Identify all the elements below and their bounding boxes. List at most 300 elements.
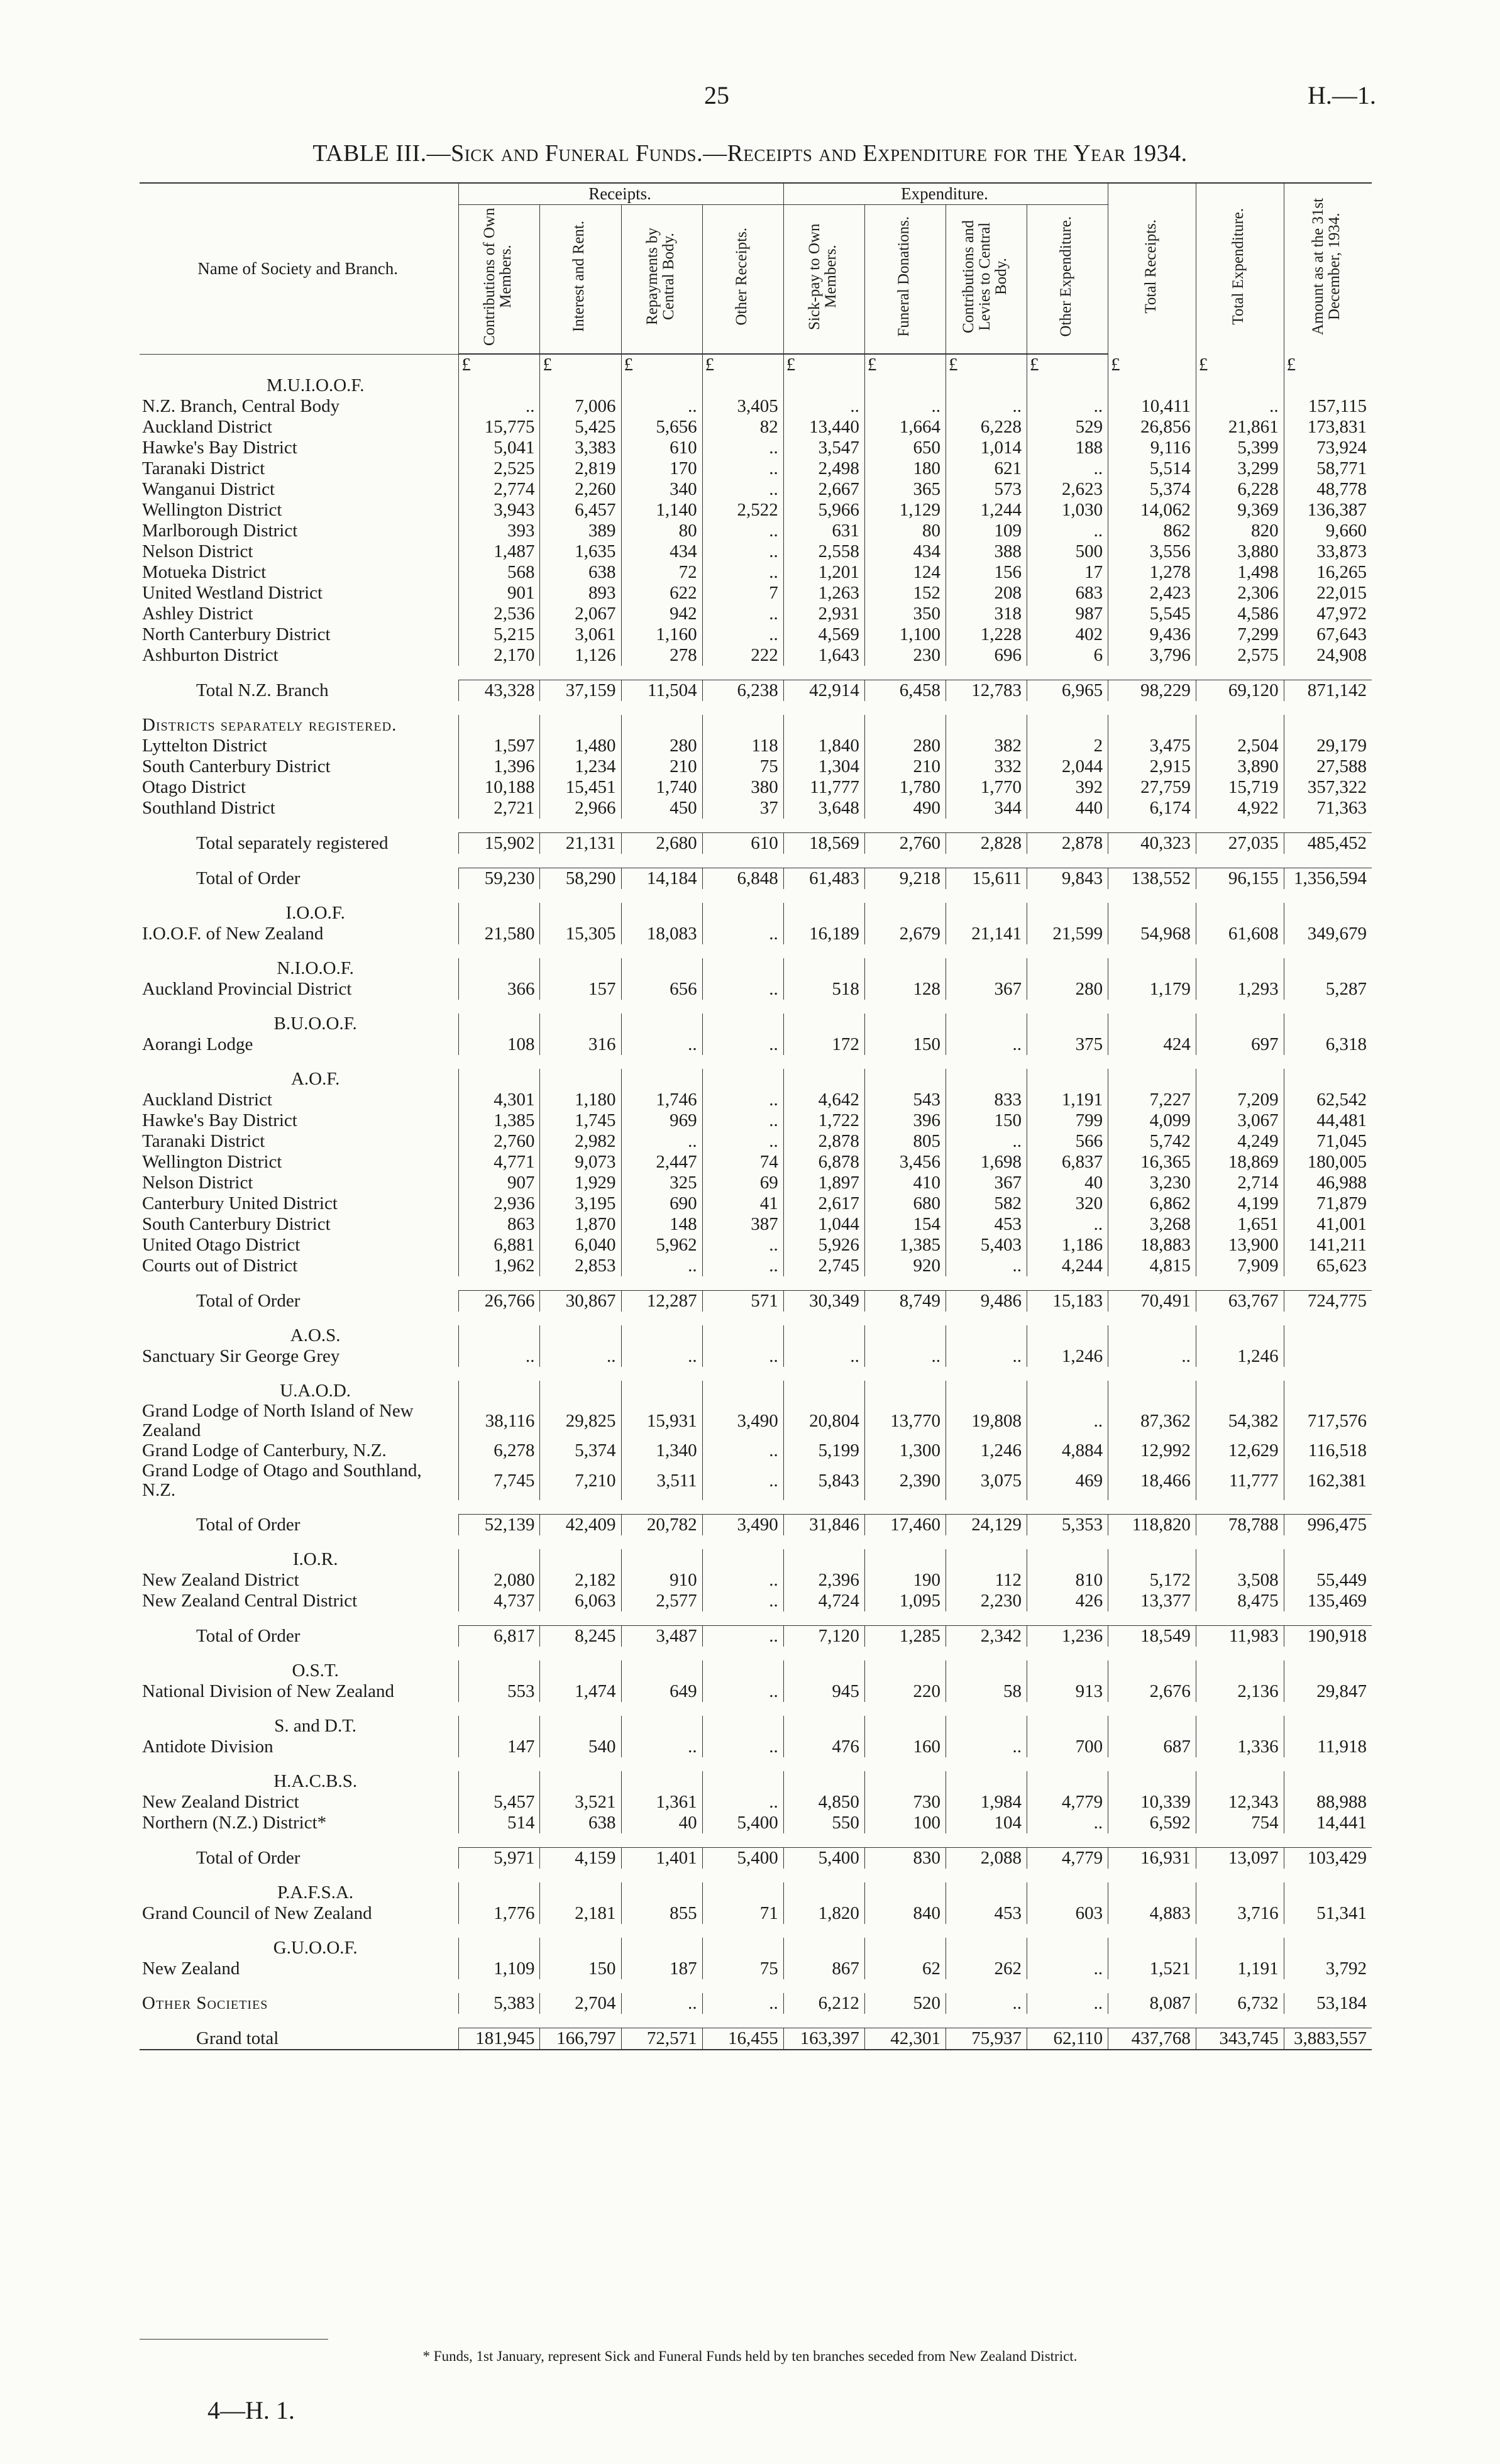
table-cell: 173,831 [1284,417,1372,438]
table-cell: 830 [864,1848,946,1869]
table-cell [702,715,783,736]
table-cell: 11,777 [1196,1461,1284,1500]
table-cell: 18,549 [1108,1626,1196,1647]
row-label: S. and D.T. [274,1716,357,1736]
row-label: Nelson District [142,541,253,561]
table-cell [946,375,1027,396]
table-cell [783,1381,864,1401]
table-cell [1196,1069,1284,1090]
column-header-sick-pay: Sick-pay to Own Members. [783,205,864,355]
table-cell [783,1014,864,1034]
row-label: Grand total [196,2028,279,2048]
table-cell: 5,399 [1196,438,1284,458]
table-cell: 2,558 [783,541,864,562]
table-cell: 98,229 [1108,680,1196,702]
table-cell [864,1938,946,1958]
table-cell [540,1014,621,1034]
column-header-name: Name of Society and Branch. [140,183,459,354]
table-cell: .. [946,396,1027,417]
table-row [140,438,1372,458]
title-label: TABLE III.— [312,140,451,167]
table-cell: 343,745 [1196,2028,1284,2050]
table-cell: 11,983 [1196,1626,1284,1647]
table-cell: 59,230 [459,868,540,890]
table-cell [1284,1660,1372,1681]
row-label: Total of Order [196,1290,301,1311]
table-cell: 190 [864,1570,946,1591]
table-cell: .. [702,1346,783,1367]
table-cell: 1,246 [946,1440,1027,1461]
footnote-rule [140,2339,328,2340]
table-cell: 366 [459,979,540,1000]
table-cell: 2,680 [621,833,702,854]
table-cell [946,958,1027,979]
table-cell: 80 [864,521,946,541]
row-label: Taranaki District [142,1131,265,1151]
table-cell: 16,931 [1108,1848,1196,1869]
table-cell: 485,452 [1284,833,1372,854]
table-cell [864,1716,946,1737]
table-cell: 42,409 [540,1515,621,1536]
table-cell: 5,843 [783,1461,864,1500]
table-cell: 650 [864,438,946,458]
table-cell: 4,850 [783,1792,864,1813]
table-cell [1108,715,1196,736]
row-label: Auckland District [142,417,272,437]
table-row [140,1193,1372,1214]
table-cell: 754 [1196,1813,1284,1833]
table-cell: 150 [540,1958,621,1979]
row-spacer [140,701,1372,715]
table-cell [702,958,783,979]
table-cell: .. [621,1737,702,1757]
table-cell [1108,1381,1196,1401]
table-cell [540,958,621,979]
table-cell [783,1771,864,1792]
table-cell [946,1014,1027,1034]
table-cell: 913 [1027,1681,1108,1702]
table-cell: 1,385 [864,1235,946,1256]
row-label: Districts separately registered. [142,715,397,735]
table-cell [783,1549,864,1570]
table-cell [702,1014,783,1034]
table-cell: 1,186 [1027,1235,1108,1256]
table-cell: 1,129 [864,500,946,521]
table-cell: .. [702,979,783,1000]
table-row [140,1591,1372,1611]
table-cell: 2,853 [540,1256,621,1276]
table-cell [864,958,946,979]
table-cell [1108,903,1196,924]
table-cell: 6,174 [1108,798,1196,819]
table-cell: 680 [864,1193,946,1214]
table-cell: 135,469 [1284,1591,1372,1611]
order-heading-row [140,1325,1372,1346]
table-cell: 1,480 [540,736,621,756]
row-spacer [140,1312,1372,1325]
table-cell: 13,097 [1196,1848,1284,1869]
table-cell: 1,820 [783,1903,864,1924]
table-cell: 621 [946,458,1027,479]
table-row [140,756,1372,777]
table-row [140,396,1372,417]
table-cell: 8,749 [864,1291,946,1312]
table-cell [864,903,946,924]
table-cell: 1,385 [459,1110,540,1131]
table-cell: 1,126 [540,645,621,666]
table-cell: 5,742 [1108,1131,1196,1152]
table-cell: 437,768 [1108,2028,1196,2050]
table-cell: .. [621,1131,702,1152]
table-cell: 38,116 [459,1401,540,1440]
table-cell: .. [702,1461,783,1500]
table-cell [1108,1882,1196,1903]
table-cell: 7 [702,583,783,604]
order-heading-row [140,958,1372,979]
table-cell: 5,374 [540,1440,621,1461]
table-cell: 424 [1108,1034,1196,1055]
table-cell [459,1771,540,1792]
table-cell [783,903,864,924]
table-row [140,1235,1372,1256]
table-cell [946,903,1027,924]
table-cell: 2,522 [702,500,783,521]
table-cell [621,1549,702,1570]
table-cell: .. [702,1131,783,1152]
table-cell: .. [946,1737,1027,1757]
table-cell: 1,487 [459,541,540,562]
table-row [140,715,1372,736]
table-cell: 10,188 [459,777,540,798]
receipts-group-header: Receipts. [459,183,783,205]
table-cell: 27,035 [1196,833,1284,854]
table-cell: 1,698 [946,1152,1027,1173]
table-cell: 18,869 [1196,1152,1284,1173]
row-spacer [140,2014,1372,2028]
currency-symbol: £ [702,354,783,375]
table-cell: 3,490 [702,1401,783,1440]
table-cell: 6,457 [540,500,621,521]
order-heading-row [140,1716,1372,1737]
table-cell: 389 [540,521,621,541]
row-label: Lyttelton District [142,736,267,756]
table-cell: 5,926 [783,1235,864,1256]
row-label: Wellington District [142,500,282,520]
table-cell: 500 [1027,541,1108,562]
table-cell: 566 [1027,1131,1108,1152]
table-cell: .. [702,521,783,541]
currency-symbol: £ [621,354,702,375]
table-cell: 5,656 [621,417,702,438]
table-cell: 3,716 [1196,1903,1284,1924]
table-cell [1027,1882,1108,1903]
page-number: 25 [704,81,729,109]
table-cell: .. [1027,1993,1108,2014]
table-cell: 51,341 [1284,1903,1372,1924]
table-cell [1284,1882,1372,1903]
table-cell: 573 [946,479,1027,500]
table-cell: 4,779 [1027,1792,1108,1813]
row-label: Courts out of District [142,1256,298,1276]
table-cell: 942 [621,604,702,624]
table-cell: 3,943 [459,500,540,521]
table-cell: 1,664 [864,417,946,438]
table-cell: .. [621,1346,702,1367]
table-cell: 71,045 [1284,1131,1372,1152]
table-cell: 6,318 [1284,1034,1372,1055]
table-cell: 170 [621,458,702,479]
table-cell: 5,353 [1027,1515,1108,1536]
table-cell: 9,218 [864,868,946,890]
table-cell: 6,238 [702,680,783,702]
table-cell: 69,120 [1196,680,1284,702]
table-cell [946,1882,1027,1903]
table-cell: 434 [621,541,702,562]
table-cell: 833 [946,1090,1027,1110]
table-cell: 2,342 [946,1626,1027,1647]
table-cell: 316 [540,1034,621,1055]
total-row [140,1291,1372,1312]
table-row [140,1903,1372,1924]
row-spacer [140,1647,1372,1660]
table-cell: 118,820 [1108,1515,1196,1536]
table-cell: 58,771 [1284,458,1372,479]
table-cell: .. [702,1792,783,1813]
table-cell [1196,1381,1284,1401]
table-cell: 2,878 [1027,833,1108,854]
table-cell: 920 [864,1256,946,1276]
table-row [140,624,1372,645]
table-cell: 730 [864,1792,946,1813]
table-cell [702,1381,783,1401]
table-cell: 871,142 [1284,680,1372,702]
table-cell: .. [702,562,783,583]
table-cell: 696 [946,645,1027,666]
table-cell: 2,667 [783,479,864,500]
row-spacer [140,1924,1372,1938]
order-heading-row [140,1660,1372,1681]
row-label: Hawke's Bay District [142,1110,297,1130]
table-cell: 72 [621,562,702,583]
table-cell: 5,966 [783,500,864,521]
table-cell [621,1660,702,1681]
order-heading-row [140,1549,1372,1570]
table-cell: 717,576 [1284,1401,1372,1440]
row-label: N.Z. Branch, Central Body [142,396,340,416]
table-cell: 29,847 [1284,1681,1372,1702]
table-cell: 3,648 [783,798,864,819]
table-cell: 29,825 [540,1401,621,1440]
table-cell: 380 [702,777,783,798]
column-header-total-expenditure: Total Expenditure. [1196,183,1284,354]
table-cell [946,715,1027,736]
table-cell: 550 [783,1813,864,1833]
table-cell: 109 [946,521,1027,541]
row-label: National Division of New Zealand [142,1681,395,1701]
table-cell: 3,792 [1284,1958,1372,1979]
table-cell: 31,846 [783,1515,864,1536]
table-cell: 2,931 [783,604,864,624]
table-cell: 610 [702,833,783,854]
table-cell: 656 [621,979,702,1000]
table-cell: 13,440 [783,417,864,438]
table-cell: 24,129 [946,1515,1027,1536]
table-cell [946,1069,1027,1090]
table-cell [702,1882,783,1903]
table-cell: 1,984 [946,1792,1027,1813]
table-cell: 15,902 [459,833,540,854]
table-cell: 367 [946,979,1027,1000]
table-cell: 375 [1027,1034,1108,1055]
table-cell: 7,909 [1196,1256,1284,1276]
table-cell [1196,958,1284,979]
table-cell: .. [1027,1813,1108,1833]
table-cell: 208 [946,583,1027,604]
table-row [140,1440,1372,1461]
table-cell: 30,867 [540,1291,621,1312]
table-cell: 1,244 [946,500,1027,521]
table-cell: 15,451 [540,777,621,798]
table-row [140,458,1372,479]
table-cell [864,1771,946,1792]
table-cell: 13,377 [1108,1591,1196,1611]
currency-symbol: £ [946,354,1027,375]
table-cell [459,715,540,736]
table-cell: .. [702,1110,783,1131]
table-cell [459,1069,540,1090]
table-cell: 181,945 [459,2028,540,2050]
table-cell: 1,014 [946,438,1027,458]
table-cell: 867 [783,1958,864,1979]
table-cell: 67,643 [1284,624,1372,645]
table-cell: 349,679 [1284,924,1372,944]
table-cell: 163,397 [783,2028,864,2050]
table-cell: 610 [621,438,702,458]
row-spacer [140,1979,1372,1993]
order-heading-row [140,375,1372,396]
table-cell [864,375,946,396]
row-label: A.O.F. [290,1069,340,1089]
table-cell [621,1882,702,1903]
table-cell: 540 [540,1737,621,1757]
column-header-other-receipts: Other Receipts. [702,205,783,355]
table-cell: 210 [621,756,702,777]
table-cell: 582 [946,1193,1027,1214]
table-cell [1284,1381,1372,1401]
table-row [140,924,1372,944]
table-cell: .. [702,1681,783,1702]
table-cell [1284,1325,1372,1346]
table-cell: 7,209 [1196,1090,1284,1110]
table-cell: 1,263 [783,583,864,604]
table-cell: 2,260 [540,479,621,500]
currency-symbol: £ [1196,354,1284,375]
table-cell: 278 [621,645,702,666]
table-cell: 1,776 [459,1903,540,1924]
table-cell: .. [702,541,783,562]
table-cell: 37,159 [540,680,621,702]
table-cell [1196,715,1284,736]
table-cell [621,375,702,396]
currency-symbol: £ [1284,354,1372,375]
table-cell: 2,504 [1196,736,1284,756]
table-cell: 1,044 [783,1214,864,1235]
table-row [140,1034,1372,1055]
table-cell: 1,401 [621,1848,702,1869]
table-cell: 350 [864,604,946,624]
table-cell: 2,182 [540,1570,621,1591]
table-cell: 1,722 [783,1110,864,1131]
table-cell: .. [702,1090,783,1110]
table-cell: 1,498 [1196,562,1284,583]
table-cell: 5,457 [459,1792,540,1813]
table-cell: 124 [864,562,946,583]
table-cell: 14,184 [621,868,702,890]
table-row [140,1346,1372,1367]
table-cell: 141,211 [1284,1235,1372,1256]
table-cell: 4,159 [540,1848,621,1869]
table-cell: 27,588 [1284,756,1372,777]
table-cell: 7,210 [540,1461,621,1500]
table-cell: .. [702,1440,783,1461]
table-cell: 1,840 [783,736,864,756]
table-cell: 4,779 [1027,1848,1108,1869]
row-label: Grand Council of New Zealand [142,1903,372,1923]
table-cell: 262 [946,1958,1027,1979]
table-cell [621,1771,702,1792]
table-cell: 1,285 [864,1626,946,1647]
table-cell: 13,900 [1196,1235,1284,1256]
footnote: * Funds, 1st January, represent Sick and Funeral Funds held by ten branches seceded from New Zealand District. [422,2348,1078,2364]
row-label: Grand Lodge of Canterbury, N.Z. [142,1440,387,1461]
table-cell: 3,383 [540,438,621,458]
table-cell: 6,278 [459,1440,540,1461]
table-row [140,1737,1372,1757]
table-cell [946,1381,1027,1401]
row-label: Auckland District [142,1090,272,1110]
table-cell [459,1716,540,1737]
table-cell [1027,958,1108,979]
table-cell: 1,095 [864,1591,946,1611]
table-cell: 70,491 [1108,1291,1196,1312]
table-cell: 222 [702,645,783,666]
table-cell [1108,1716,1196,1737]
table-row [140,500,1372,521]
table-cell [1196,1549,1284,1570]
table-cell: .. [621,1034,702,1055]
table-cell: 3,487 [621,1626,702,1647]
table-cell: 46,988 [1284,1173,1372,1193]
row-label: Northern (N.Z.) District* [142,1813,327,1833]
table-cell: 700 [1027,1737,1108,1757]
table-cell: 945 [783,1681,864,1702]
table-cell: 2,828 [946,833,1027,854]
table-cell: 450 [621,798,702,819]
table-cell: 11,777 [783,777,864,798]
table-cell: .. [702,1570,783,1591]
total-row [140,2028,1372,2050]
table-cell: 17 [1027,562,1108,583]
table-cell: 88,988 [1284,1792,1372,1813]
table-cell: 1,962 [459,1256,540,1276]
table-cell: 3,230 [1108,1173,1196,1193]
row-label: Total of Order [196,868,301,888]
table-cell: 3,880 [1196,541,1284,562]
table-cell: 520 [864,1993,946,2014]
table-cell: 9,843 [1027,868,1108,890]
table-cell: 1,770 [946,777,1027,798]
table-cell: .. [621,1256,702,1276]
